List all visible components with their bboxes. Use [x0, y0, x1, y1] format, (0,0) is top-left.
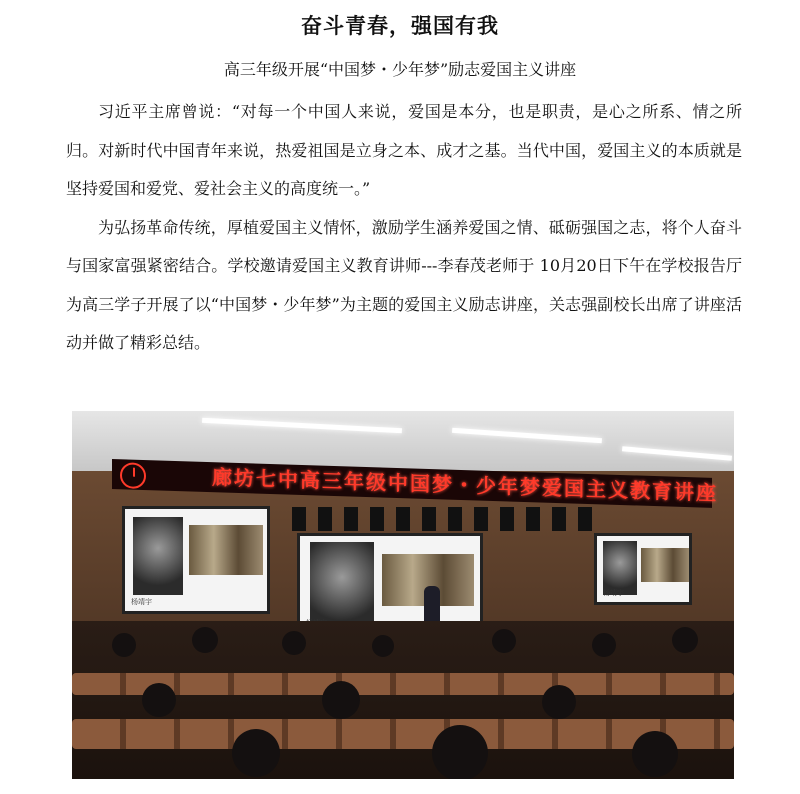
audience-head — [592, 633, 616, 657]
audience-head — [432, 725, 488, 779]
audience-head — [492, 629, 516, 653]
clock-icon — [120, 462, 146, 489]
audience — [72, 621, 734, 779]
center-screen — [297, 533, 483, 635]
stage-lights — [292, 507, 592, 531]
audience-head — [142, 683, 176, 717]
artifact-image — [641, 548, 689, 582]
audience-head — [232, 729, 280, 777]
audience-head — [542, 685, 576, 719]
ceiling-light — [622, 446, 732, 461]
paragraph-quote: 习近平主席曾说：“对每一个中国人来说，爱国是本分，也是职责，是心之所系、情之所归。对新时代中国青年来说，热爱祖国是立身之本、成才之基。当代中国，爱国主义的本质就是坚持爱国和爱党、爱社会主义的高度统一。” — [66, 102, 742, 198]
screen-caption: 杨靖宇 — [131, 598, 152, 606]
lecture-hall-photo — [72, 411, 734, 779]
ceiling-light — [452, 428, 602, 443]
audience-head — [322, 681, 360, 719]
portrait-image — [133, 517, 183, 595]
portrait-image — [310, 542, 374, 630]
audience-head — [282, 631, 306, 655]
article-body — [66, 93, 742, 363]
paragraph-event: 为弘扬革命传统，厚植爱国主义情怀，激励学生涵养爱国之情、砥砺强国之志，将个人奋斗与国家富强紧密结合。学校邀请爱国主义教育讲师---李春茂老师于 10月20日下午在学校报告厅为高三学子开展了以“中国梦・少年梦”为主题的爱国主义励志讲座，关志强副校长出席了讲座活动并做了精彩总结。 — [66, 217, 742, 352]
audience-head — [192, 627, 218, 653]
right-screen — [594, 533, 692, 605]
article-subtitle: 高三年级开展“中国梦・少年梦”励志爱国主义讲座 — [223, 60, 577, 79]
portrait-image — [603, 541, 637, 595]
audience-head — [632, 731, 678, 777]
led-banner-text: 廊坊七中高三年级中国梦・少年梦爱国主义教育讲座 — [212, 465, 718, 506]
audience-head — [672, 627, 698, 653]
article-title: 奋斗青春，强国有我 — [301, 13, 499, 38]
artifact-image — [189, 525, 263, 575]
left-screen — [122, 506, 270, 614]
ceiling-light — [202, 418, 402, 433]
audience-head — [372, 635, 394, 657]
screen-caption: 杨靖宇 — [603, 589, 624, 597]
audience-head — [112, 633, 136, 657]
